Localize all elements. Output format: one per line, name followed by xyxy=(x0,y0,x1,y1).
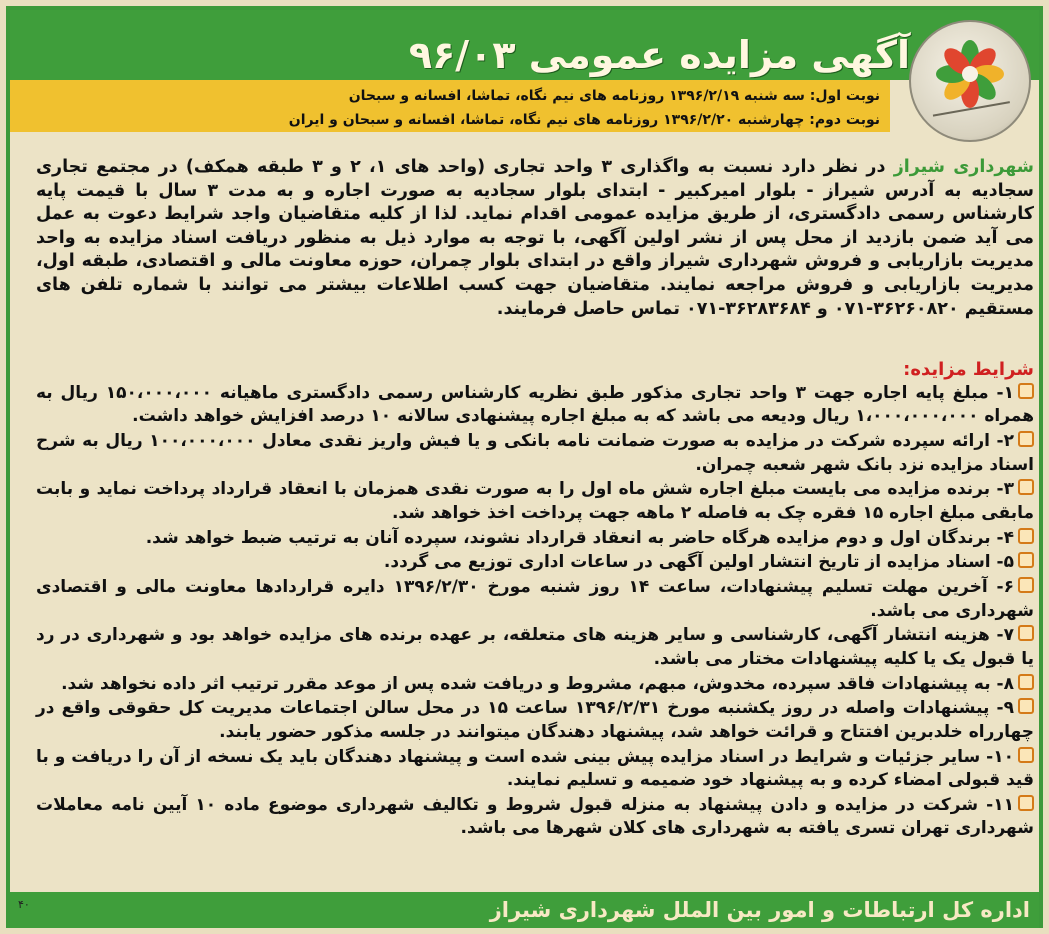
bullet-icon xyxy=(1018,528,1034,544)
bullet-icon xyxy=(1018,577,1034,593)
page-number: ۴۰ xyxy=(18,898,30,911)
notice-frame xyxy=(6,6,1043,928)
footer-publisher: اداره کل ارتباطات و امور بین الملل شهرداری شیراز xyxy=(489,898,1030,922)
condition-item: ۷- هزینه انتشار آگهی، کارشناسی و سایر هزینه های متعلقه، بر عهده برنده های مزایده خواهد بود و شهرداری در رد یا قبول یک یا کلیه پیشنهادات مختار می باشد. xyxy=(36,625,1034,669)
conditions-list xyxy=(36,382,1034,842)
intro-text: در نظر دارد نسبت به واگذاری ۳ واحد تجاری (واحد های ۱، ۲ و ۳ طبقه همکف) در مجتمع تجاری سجادیه به آدرس شیراز - بلوار امیرکبیر - ابتدای بلوار سجادیه به صورت اجاره و به مدت ۳ سال با قیمت پایه کارشناس رسمی دادگستری، از طریق مزایده عمومی اقدام نماید. لذا از کلیه متقاضیان واجد شرایط دعوت به عمل می آید ضمن بازدید از محل پس از نشر اولین آگهی، با توجه به موارد ذیل به منظور دریافت اسناد مزایده به واحد مدیریت بازاریابی و فروش شهرداری شیراز واقع در ابتدای بلوار چمران، حوزه معاونت مالی و اقتصادی، طبقه اول، مدیریت بازاریابی و فروش مراجعه نمایند. متقاضیان جهت کسب اطلاعات بیشتر می توانند با شماره تلفن های مستقیم ۳۶۲۶۰۸۲۰-۰۷۱ و ۳۶۲۸۳۶۸۴-۰۷۱ تماس حاصل فرمایند. xyxy=(36,157,1034,319)
bullet-icon xyxy=(1018,625,1034,641)
condition-item: ۹- پیشنهادات واصله در روز یکشنبه مورخ ۱۳۹۶/۲/۳۱ ساعت ۱۵ در محل سالن اجتماعات مدیریت کل حقوقی واقع در چهارراه خلدبرین افتتاح و قرائت خواهد شد، پیشنهاد دهندگان میتوانند در جلسه مذکور حضور یابند. xyxy=(36,698,1034,742)
shiraz-municipality-logo-icon xyxy=(909,20,1031,142)
bullet-icon xyxy=(1018,674,1034,690)
bullet-icon xyxy=(1018,552,1034,568)
condition-item: ۳- برنده مزایده می بایست مبلغ اجاره شش ماه اول را به صورت نقدی همزمان با انعقاد قرارداد پرداخت نماید و بابت مابقی مبلغ اجاره ۱۵ فقره چک به فاصله ۲ ماهه جهت پرداخت اخذ خواهد شد. xyxy=(36,479,1034,523)
condition-item: ۲- ارائه سپرده شرکت در مزایده به صورت ضمانت نامه بانکی و یا فیش واریز نقدی معادل ۱۰۰،۰۰۰،۰۰۰ ریال به شرح اسناد مزایده نزد بانک شهر شعبه چمران. xyxy=(36,431,1034,475)
condition-item: ۱۱- شرکت در مزایده و دادن پیشنهاد به منزله قبول شروط و تکالیف شهرداری موضوع ماده ۱۰ آیین نامه معاملات شهرداری تهران تسری یافته به شهرداری های کلان شهرها می باشد. xyxy=(36,794,1034,839)
bullet-icon xyxy=(1018,698,1034,714)
bullet-icon xyxy=(1018,795,1034,811)
condition-item: ۶- آخرین مهلت تسلیم پیشنهادات، ساعت ۱۴ روز شنبه مورخ ۱۳۹۶/۲/۳۰ دایره قراردادها معاونت مالی و اقتصادی شهرداری می باشد. xyxy=(36,577,1034,621)
condition-item: ۵- اسناد مزایده از تاریخ انتشار اولین آگهی در ساعات اداری توزیع می گردد. xyxy=(36,551,1034,574)
notice-title: آگهی مزایده عمومی ۹۶/۰۳ xyxy=(408,33,910,77)
bullet-icon xyxy=(1018,479,1034,495)
second-publication-date: نوبت دوم: چهارشنبه ۱۳۹۶/۲/۲۰ روزنامه های نیم نگاه، تماشا، افسانه و سبحان و ایران xyxy=(288,112,880,128)
bullet-icon xyxy=(1018,383,1034,399)
condition-item: ۴- برندگان اول و دوم مزایده هرگاه حاضر به انعقاد قرارداد نشوند، سپرده آنان به ترتیب ضبط خواهد شد. xyxy=(36,527,1034,550)
bullet-icon xyxy=(1018,431,1034,447)
flower-logo-icon xyxy=(911,22,1029,140)
first-publication-date: نوبت اول: سه شنبه ۱۳۹۶/۲/۱۹ روزنامه های نیم نگاه، تماشا، افسانه و سبحان xyxy=(348,88,880,104)
conditions-heading: شرایط مزایده: xyxy=(903,359,1034,380)
condition-item: ۱- مبلغ پایه اجاره جهت ۳ واحد تجاری مذکور طبق نظریه کارشناس رسمی دادگستری ماهیانه ۱۵۰،۰۰۰،۰۰۰ ریال به همراه ۱،۰۰۰،۰۰۰،۰۰۰ ریال ودیعه می باشد که به مبلغ اجاره پیشنهادی سالانه ۱۰ درصد افزایش خواهد داشت. xyxy=(36,383,1034,427)
intro-paragraph xyxy=(36,156,1034,321)
condition-item: ۸- به پیشنهادات فاقد سپرده، مخدوش، مبهم، مشروط و دریافت شده پس از موعد مقرر ترتیب اثر داده نخواهد شد. xyxy=(36,673,1034,696)
organization-name: شهرداری شیراز xyxy=(893,157,1034,177)
bullet-icon xyxy=(1018,747,1034,763)
condition-item: ۱۰- سایر جزئیات و شرایط در اسناد مزایده پیش بینی شده است و پیشنهاد دهندگان باید یک نسخه از آن را دریافت و با قید قبولی امضاء کرده و به پیشنهاد خود ضمیمه و تسلیم نمایند. xyxy=(36,746,1034,791)
